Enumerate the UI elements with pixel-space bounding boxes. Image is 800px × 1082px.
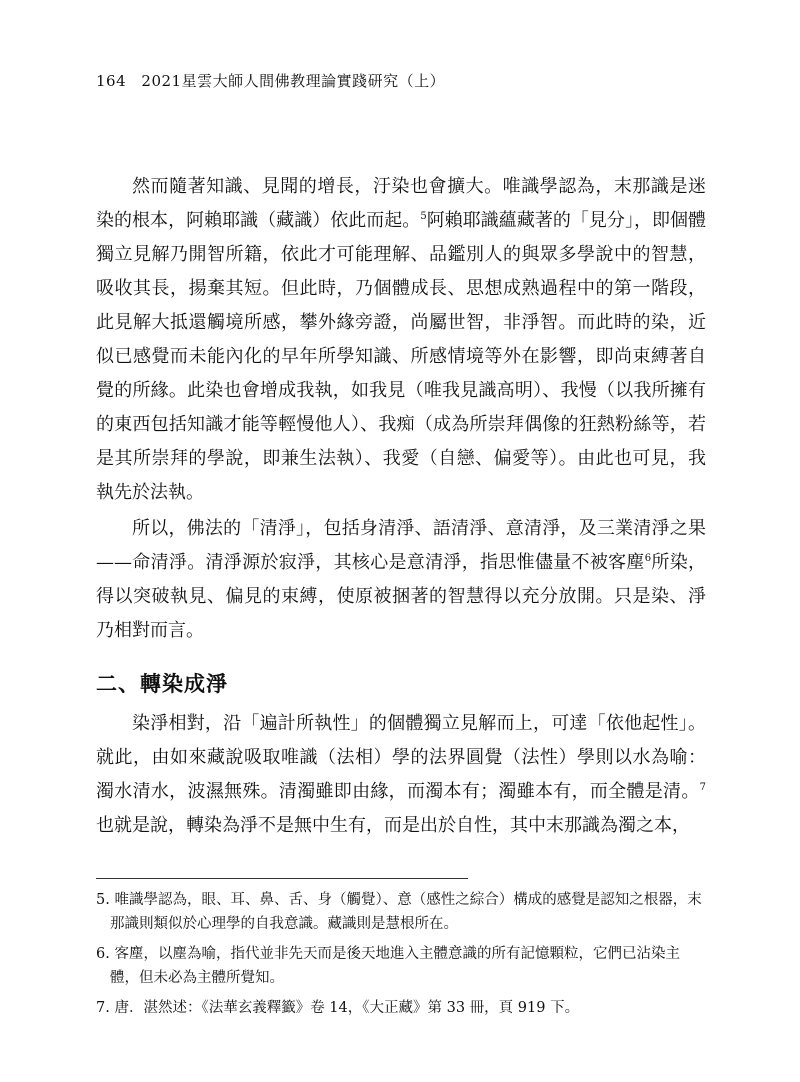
section-heading: 二、轉染成淨	[96, 671, 228, 696]
footnote-ref: 6	[644, 553, 652, 564]
footnote-ref: 5	[420, 211, 427, 222]
footnotes	[96, 888, 708, 1026]
body-paragraph-1: 然而隨著知識、見聞的增長，汙染也會擴大。唯識學認為，末那識是迷染的根本，阿賴耶識（藏識）依此而起。$^5$阿賴耶識蘊藏著的「見分」，即個體獨立見解乃開智所籍，依此才可能理解、品鑑別人的與眾多學說中的智慧，吸收其長，揚棄其短。但此時，乃個體成長、思想成熟過程中的第一階段，此見解大抵還觸境所感，攀外緣旁證，尚屬世智，非淨智。而此時的染，近似已感覺而未能內化的早年所學知識、所感情境等外在影響，即尚束縛著自覺的所緣。此染也會增成我執，如我見（唯我見識高明）、我慢（以我所擁有的東西包括知識才能等輕慢他人）、我痴（成為所崇拜偶像的狂熱粉絲等，若是其所崇拜的學說，即兼生法執）、我愛（自戀、偏愛等）。由此也可見，我執先於法執。	[96, 176, 707, 503]
body-paragraph-2-container	[96, 512, 706, 648]
footnote-5: 5. 唯識學認為，眼、耳、鼻、舌、身（觸覺）、意（感性之綜合）構成的感覺是認知之根器，末那識則類似於心理學的自我意識。藏識則是慧根所在。	[96, 892, 702, 932]
book-title: 2021星雲大師人間佛教理論實踐研究（上）	[141, 72, 446, 90]
page-number: 164	[96, 72, 127, 90]
footnote-divider	[96, 878, 468, 879]
body-paragraph-2: 所以，佛法的「清淨」，包括身清淨、語清淨、意清淨，及三業清淨之果——命清淨。清淨源於寂淨，其核心是意清淨，指思惟儘量不被客塵$^6$所染，得以突破執見、偏見的束縛，使原被捆著的智慧得以充分放開。只是染、淨乃相對而言。	[96, 518, 707, 641]
body-paragraph-1-container	[96, 170, 706, 510]
footnote-7: 7. 唐．湛然述：《法華玄義釋籤》卷 14，《大正藏》第 33 冊，頁 919 下。	[96, 1000, 580, 1016]
footnote-6: 6. 客塵，以塵為喻，指代並非先天而是後天地進入主體意識的所有記憶顆粒，它們已沾染主體，但未必為主體所覺知。	[96, 946, 680, 986]
running-head	[96, 70, 445, 91]
section-paragraph-container	[96, 707, 706, 843]
section-paragraph: 染淨相對，沿「遍計所執性」的個體獨立見解而上，可達「依他起性」。就此，由如來藏說吸取唯識（法相）學的法界圓覺（法性）學則以水為喻：濁水清水，波濕無殊。清濁雖即由緣，而濁本有；濁雖本有，而全體是清。$^7$也就是說，轉染為淨不是無中生有，而是出於自性，其中末那識為濁之本，	[96, 713, 706, 836]
footnote-ref: 7	[699, 782, 706, 793]
